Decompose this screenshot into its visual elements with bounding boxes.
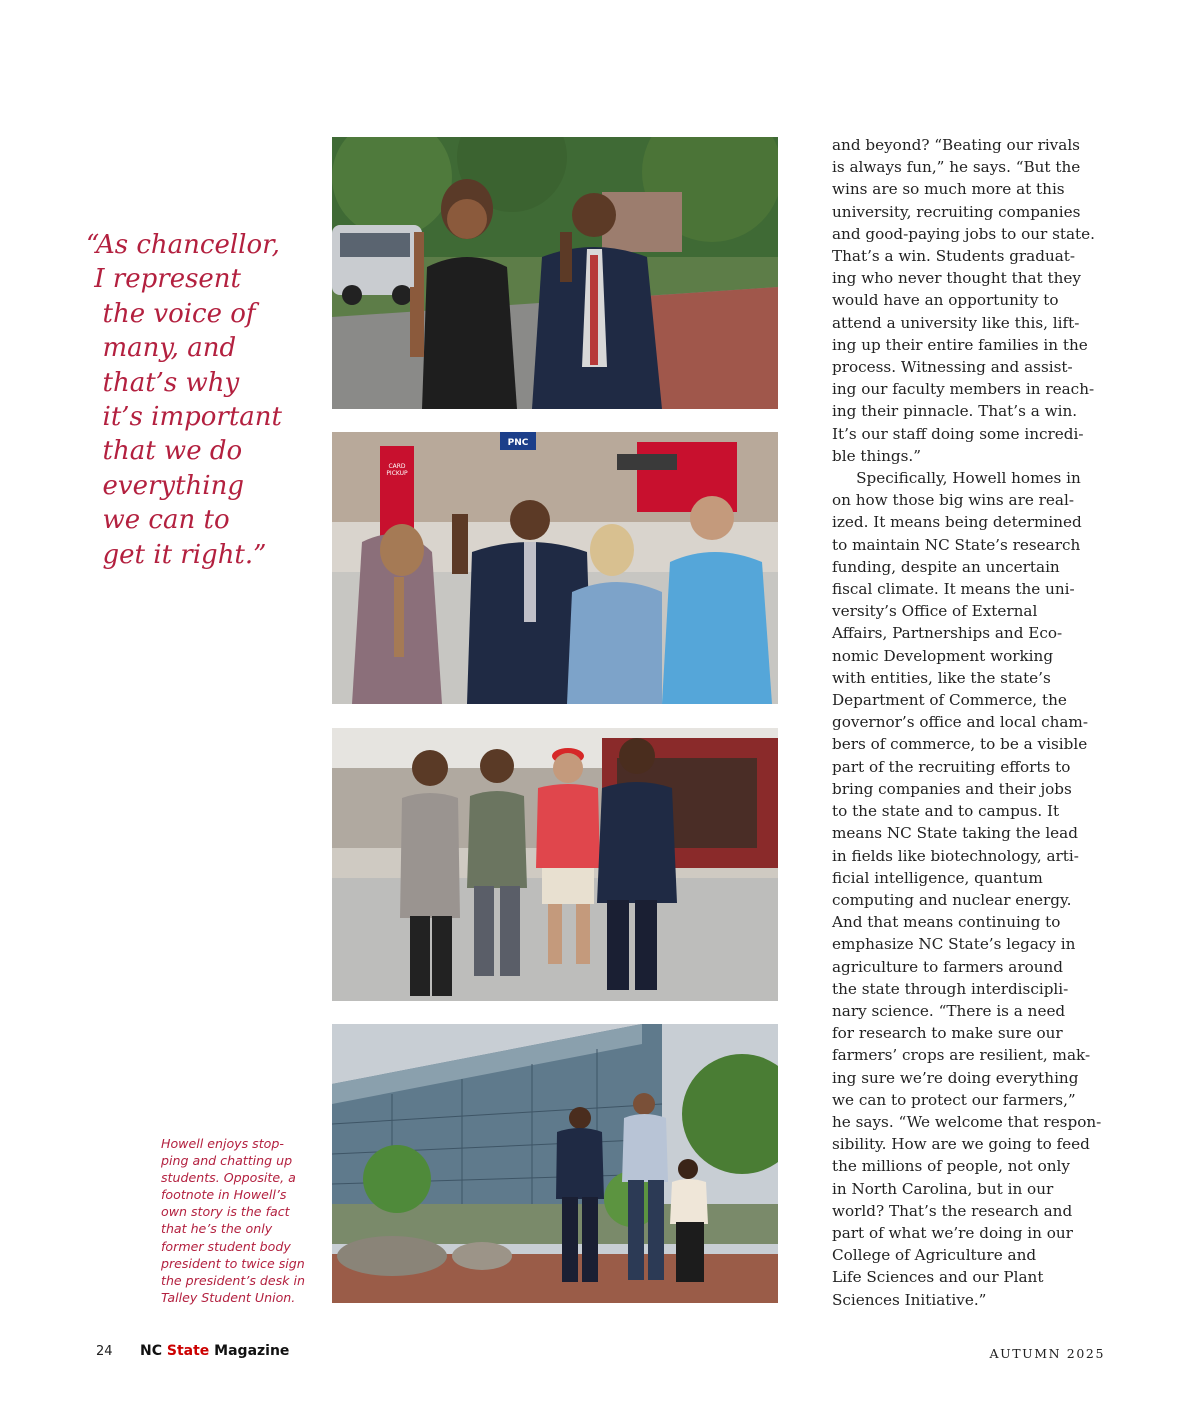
issue-date: AUTUMN 2025 [989, 1346, 1105, 1361]
magazine-name [140, 1343, 289, 1359]
photo-campus-walkway [332, 137, 778, 409]
magazine-name-state: State [166, 1343, 210, 1359]
pull-quote: “As chancellor, I represent the voice of many, and that’s why it’s important that we do everything we can to get it right.” [86, 230, 283, 570]
magazine-name-nc: NC [140, 1343, 167, 1359]
article-body-text: and beyond? “Beating our rivals is always fun,” he says. “But the wins are so much more at this university, recruiting companies and good-paying jobs to our state. That’s a win. Students graduat- ing who never thought that they would have an opportunity to attend a university like this, lift- ing up their entire families in the process. Witnessing and assist- ing our faculty members in reach- ing their pinnacle. That’s a win. It’s our staff doing some incredi- ble things.” Specifically, Howell homes in on how those big wins are real- ized. It means being determined to maintain NC State’s research funding, despite an uncertain fiscal climate. It means the uni- versity’s Office of External Affairs, Partnerships and Eco- nomic Development working with entities, like the state’s Department of Commerce, the governor’s office and local cham- bers of commerce, to be a visible part of the recruiting efforts to bring companies and their jobs to the state and to campus. It means NC State taking the lead in fields like biotechnology, arti- ficial intelligence, quantum computing and nuclear energy. And that means continuing to emphasize NC State’s legacy in agriculture to farmers around the state through interdiscipli- nary science. “There is a need for research to make sure our farmers’ crops are resilient, mak- ing sure we’re doing everything we can to protect our farmers,” he says. “We welcome that respon- sibility. How are we going to feed the millions of people, not only in North Carolina, but in our world? That’s the research and part of what we’re doing in our College of Agriculture and Life Sciences and our Plant Sciences Initiative.” [832, 136, 1102, 1309]
photo-caption: Howell enjoys stop- ping and chatting up students. Opposite, a footnote in Howell’s own story is the fact that he’s the only former student body president to twice sign the president’s desk in Talley Student Union. [161, 1136, 305, 1305]
photo-glass-building-exterior [332, 1024, 778, 1303]
bank-sign: PNC [507, 438, 529, 448]
page-number: 24 [96, 1344, 113, 1359]
photo-atrium-high-five [332, 432, 778, 704]
magazine-name-magazine: Magazine [209, 1343, 290, 1359]
card-pickup-sign: CARD PICKUP [386, 463, 408, 477]
photo-student-union-handshake [332, 728, 778, 1001]
